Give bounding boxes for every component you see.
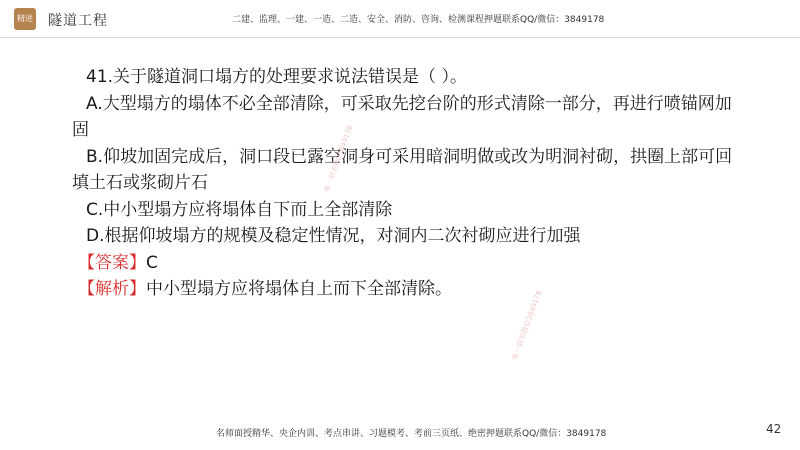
page-number: 42 xyxy=(766,422,782,436)
option-d: D.根据仰坡塌方的规模及稳定性情况，对洞内二次衬砌应进行加强 xyxy=(86,226,581,246)
slide-header xyxy=(0,0,800,38)
question-title: 41.关于隧道洞口塌方的处理要求说法错误是（ ）。 xyxy=(86,67,467,87)
header-divider xyxy=(0,37,800,38)
top-contact-note: 二建、监理、一建、一造、二造、安全、消防、咨询、检测课程押题联系QQ/微信：3849178 xyxy=(232,15,605,25)
question-content xyxy=(72,64,762,303)
brand-logo: 精进 xyxy=(14,8,36,30)
answer-value: C xyxy=(146,252,158,273)
analysis-row xyxy=(72,276,762,303)
option-b: B.仰坡加固完成后，洞口段已露空洞身可采用暗洞明做或改为明洞衬砌，拱圈上部可回 xyxy=(86,146,733,167)
answer-row xyxy=(72,250,762,277)
analysis-label: 【解析】 xyxy=(78,279,146,299)
answer-label: 【答案】 xyxy=(78,252,146,273)
option-c: C.中小型塌方应将塌体自下而上全部清除 xyxy=(86,199,393,220)
analysis-text: 中小型塌方应将塌体自上而下全部清除。 xyxy=(146,279,452,299)
watermark-2: 唯一联系微信3849178 xyxy=(510,289,544,362)
section-title: 隧道工程 xyxy=(48,13,108,29)
watermark-1: 唯一联系QQ3849178 xyxy=(322,124,355,194)
option-a-continued: 固 xyxy=(72,120,89,140)
option-b-continued: 填土石或浆砌片石 xyxy=(72,173,208,193)
bottom-contact-note: 名师面授精华、央企内训、考点串讲、习题模考、考前三页纸、绝密押题联系QQ/微信：3849178 xyxy=(216,429,607,439)
option-a: A.大型塌方的塌体不必全部清除，可采取先挖台阶的形式清除一部分，再进行喷锚网加 xyxy=(86,93,732,114)
